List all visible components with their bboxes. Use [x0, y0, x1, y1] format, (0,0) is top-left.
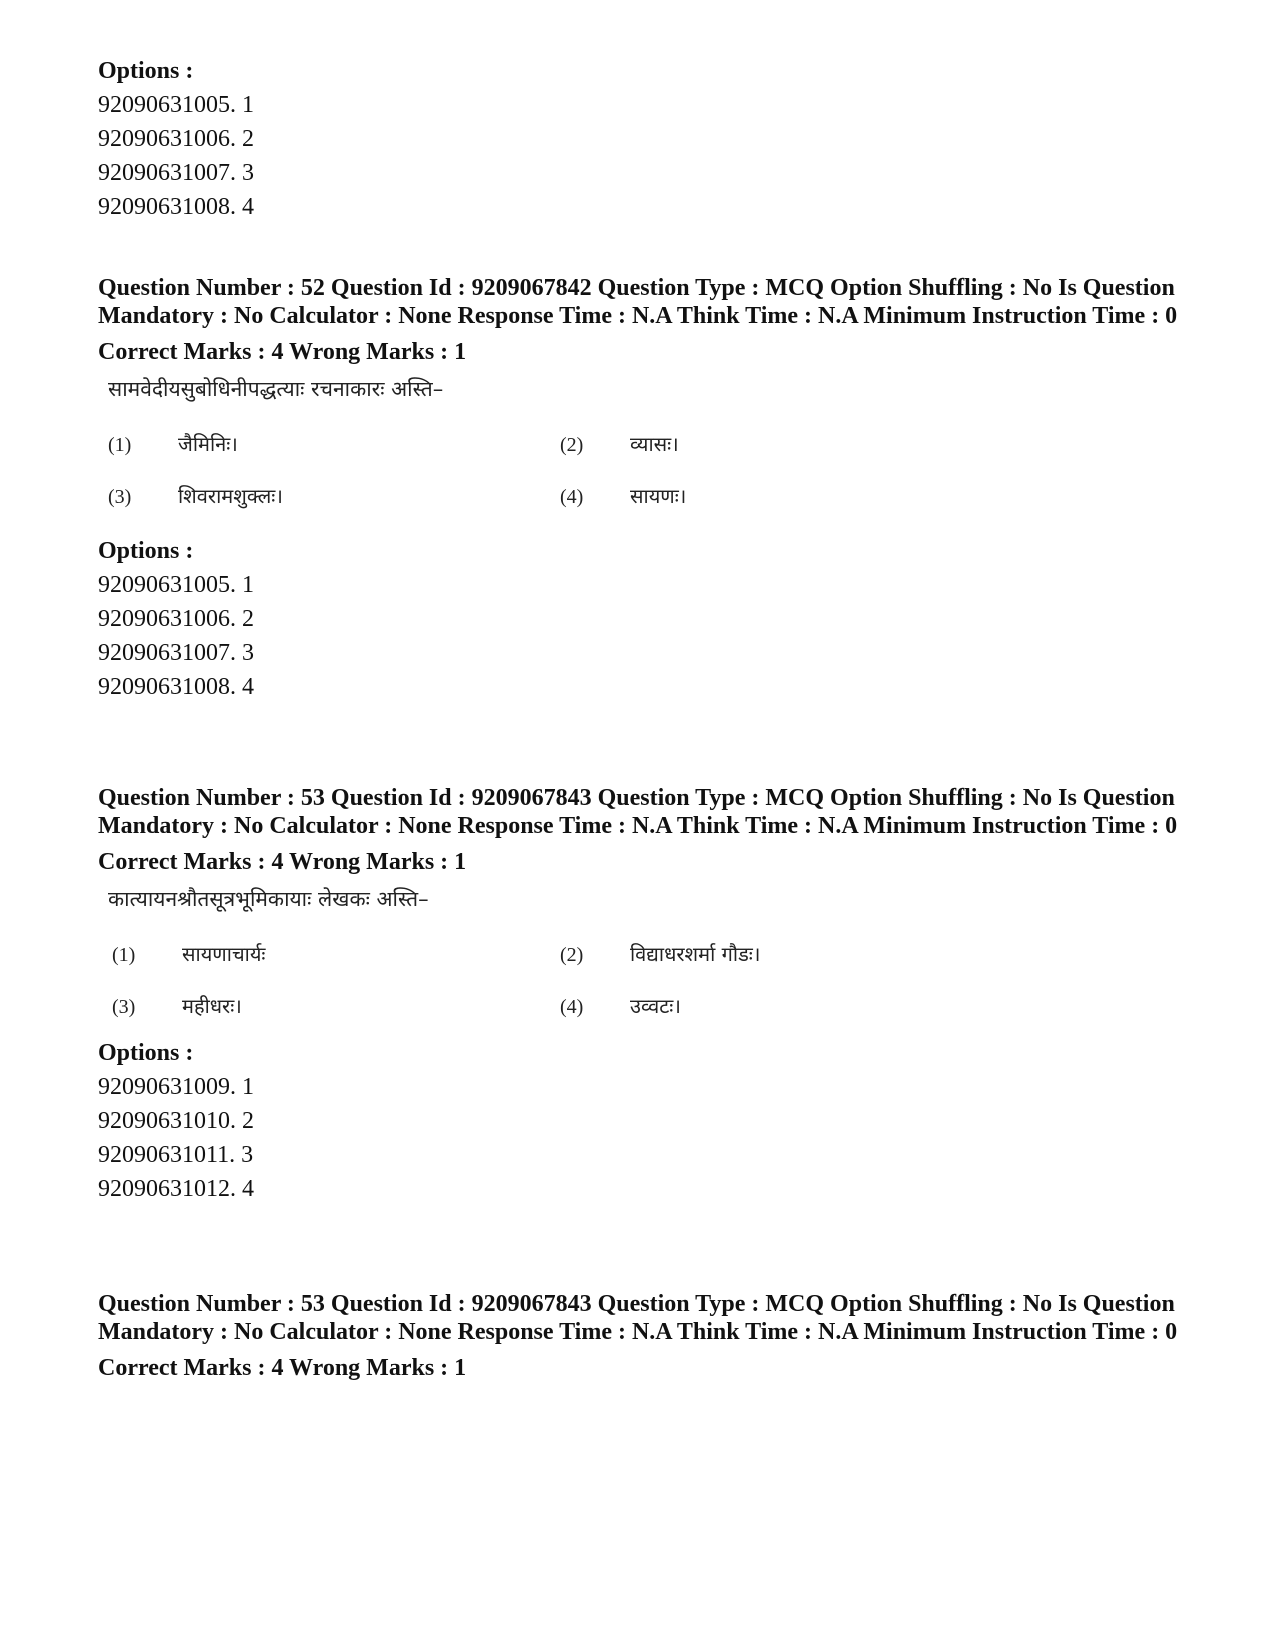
choice-item: [108, 430, 238, 459]
options-block: [98, 534, 1178, 704]
choice-item: [560, 482, 686, 511]
option-line: 92090631011. 3: [98, 1142, 254, 1168]
choice-number: (3): [112, 996, 136, 1018]
choice-number: (2): [560, 434, 584, 456]
question-marks: Correct Marks : 4 Wrong Marks : 1: [98, 1355, 467, 1381]
choice-item: [560, 940, 760, 969]
choice-number: (4): [560, 996, 584, 1018]
choice-label: जैमिनिः।: [178, 432, 238, 456]
choice-number: (3): [108, 486, 132, 508]
option-line: 92090631007. 3: [98, 640, 254, 666]
question-block: [98, 274, 1178, 704]
choice-label: महीधरः।: [182, 994, 242, 1018]
options-block: [98, 1036, 1178, 1206]
choice-label: व्यासः।: [630, 432, 679, 456]
option-line: 92090631009. 1: [98, 1074, 254, 1100]
option-line: 92090631005. 1: [98, 92, 254, 118]
option-line: 92090631008. 4: [98, 194, 254, 220]
option-line: 92090631008. 4: [98, 674, 254, 700]
question-text: कात्यायनश्रौतसूत्रभूमिकायाः लेखकः अस्ति–: [108, 887, 429, 911]
option-line: 92090631005. 1: [98, 572, 254, 598]
question-choices: [108, 940, 908, 1036]
option-line: 92090631012. 4: [98, 1176, 254, 1202]
choice-label: सायणाचार्यः: [182, 942, 266, 966]
choice-label: सायणः।: [630, 484, 687, 508]
options-heading: Options :: [98, 1040, 194, 1066]
choice-label: शिवरामशुक्लः।: [178, 484, 283, 508]
choice-item: [112, 992, 242, 1021]
question-header: Question Number : 53 Question Id : 9209067843 Question Type : MCQ Option Shuffling : No Is Question Mandatory : No Calculator : None Response Time : N.A Think Time : N.A Minimum Instruction Time : 0: [98, 785, 1178, 839]
option-line: 92090631006. 2: [98, 606, 254, 632]
choice-item: [560, 992, 681, 1021]
question-marks: Correct Marks : 4 Wrong Marks : 1: [98, 339, 467, 365]
choice-number: (1): [108, 434, 132, 456]
options-block: [98, 54, 1178, 224]
choice-item: [112, 940, 265, 969]
question-block: [98, 784, 1178, 1206]
option-line: 92090631010. 2: [98, 1108, 254, 1134]
question-header: Question Number : 52 Question Id : 9209067842 Question Type : MCQ Option Shuffling : No Is Question Mandatory : No Calculator : None Response Time : N.A Think Time : N.A Minimum Instruction Time : 0: [98, 275, 1178, 329]
options-heading: Options :: [98, 538, 194, 564]
question-text: सामवेदीयसुबोधिनीपद्धत्याः रचनाकारः अस्ति–: [108, 377, 444, 401]
choice-item: [560, 430, 679, 459]
choice-number: (2): [560, 944, 584, 966]
option-line: 92090631007. 3: [98, 160, 254, 186]
choice-number: (1): [112, 944, 136, 966]
choice-label: विद्याधरशर्मा गौडः।: [630, 942, 761, 966]
option-line: 92090631006. 2: [98, 126, 254, 152]
options-heading: Options :: [98, 58, 194, 84]
question-block: [98, 1290, 1178, 1382]
choice-label: उव्वटः।: [630, 994, 681, 1018]
question-marks: Correct Marks : 4 Wrong Marks : 1: [98, 849, 467, 875]
choice-item: [108, 482, 283, 511]
question-choices: [108, 430, 908, 530]
question-header: Question Number : 53 Question Id : 9209067843 Question Type : MCQ Option Shuffling : No Is Question Mandatory : No Calculator : None Response Time : N.A Think Time : N.A Minimum Instruction Time : 0: [98, 1291, 1178, 1345]
choice-number: (4): [560, 486, 584, 508]
